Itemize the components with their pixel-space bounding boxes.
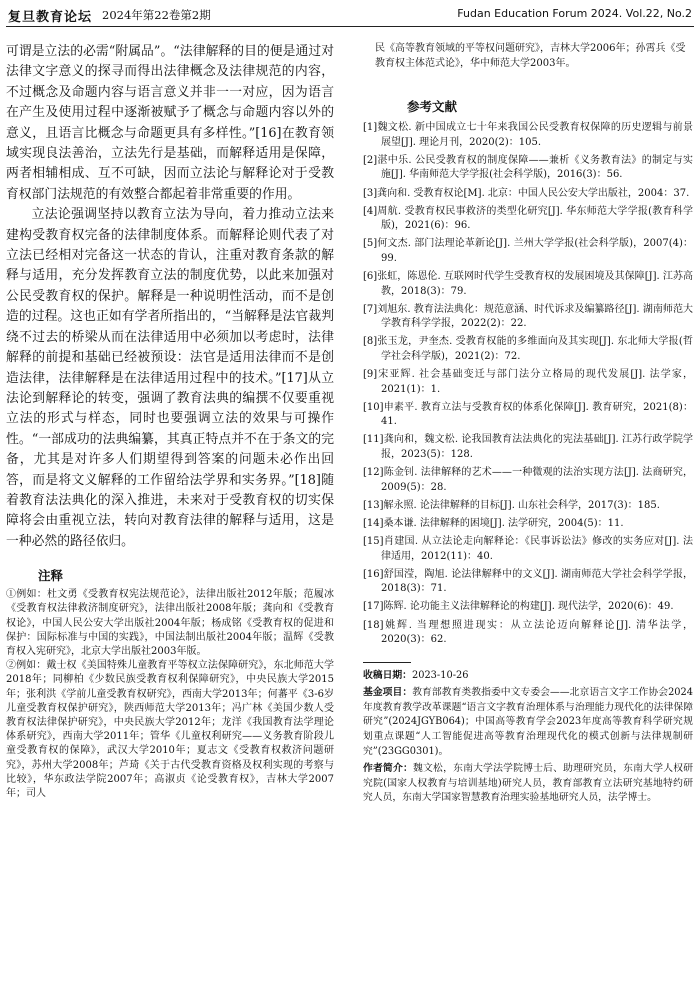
reference-item: [11]龚向和，魏文松. 论我国教育法法典化的宪法基础[J]. 江苏行政学院学报，2023(5)：128. (363, 434, 693, 461)
reference-item: [6]张虹，陈恩伦. 互联网时代学生受教育权的发展困境及其保障[J]. 江苏高教，2018(3)：79. (363, 271, 693, 297)
fund-info (363, 686, 693, 759)
left-column (6, 42, 334, 801)
author-value: 魏文松，东南大学法学院博士后、助理研究员，东南大学人权研究院(国家人权教育与培训基地)研究人员，教育部教育立法研究基地特约研究人员，东南大学国家智慧教育治理实验基地研究人员，法学博士。 (363, 763, 694, 804)
running-header (6, 4, 694, 27)
body-text (6, 42, 334, 552)
reference-item: [2]湛中乐. 公民受教育权的制度保障——兼析《义务教育法》的制定与实施[J]. 华南师范大学学报(社会科学版)，2016(3)：56. (363, 154, 693, 181)
note-continuation: 民《高等教育领域的平等权问题研究》，吉林大学2006年；孙霄兵《受教育权主体范式论》，华中师范大学2003年。 (375, 43, 686, 69)
reference-item: [16]舒国滢，陶旭. 论法律解释中的文义[J]. 湖南师范大学社会科学学报，2018(3)：71. (363, 568, 693, 595)
reference-list (363, 121, 693, 648)
reference-item: [14]桑本谦. 法律解释的困境[J]. 法学研究，2004(5)：11. (363, 517, 624, 529)
reference-item: [7]刘旭东. 教育法法典化：规范意涵、时代诉求及编纂路径[J]. 湖南师范大学教育科学学报，2022(2)：22. (363, 303, 693, 330)
received-date (363, 669, 693, 684)
note-1: ①例如：杜文勇《受教育权宪法规范论》，法律出版社2012年版；范履冰《受教育权法律救济制度研究》，法律出版社2008年版；龚向和《受教育权论》，中国人民公安大学出版社2004年版；杨成铭《受教育权的促进和保护：国际标准与中国的实践》，中国法制出版社2004年版；温辉《受教育权入宪研究》，北京大学出版社2003年版。 (6, 589, 334, 657)
fund-label: 基金项目： (363, 687, 413, 699)
reference-item: [9]宋亚辉. 社会基础变迁与部门法分立格局的现代发展[J]. 法学家，2021(1)：1. (363, 369, 693, 395)
body-paragraph-2: 立法论强调坚持以教育立法为导向，着力推动立法来建构受教育权完备的法律制度体系。而解释论则代表了对立法已经相对完备这一状态的肯认，注重对教育条款的解释与适用，充分发挥教育立法的制度优势，以此来加强对公民受教育权的保护。解释是一种说明性活动，而不是创造的过程。这也正如有学者所指出的，“当解释是法官裁判绕不过去的桥梁从而在法律适用中必须加以考虑时，法律解释的前提和基础已经被预设：法官是适用法律而不是创造法律，法律解释是在法律适用过程中的技术。”[17]从立法论到解释论的转变，强调了教育法典的编撰不仅要重视立法的形式与样态，同时也要强调立法的效果与可操作性。“一部成功的法典编纂，其真正特点并不在于条文的完备，尤其是对许多人们期望得到答案的问题未必作出回答，而是将文义解释的工作留给法学界和实务界。”[18]随着教育法法典化的深入推进，未来对于受教育权的切实保障将会由重视立法，转向对教育法律的解释与适用，这是一种必然的路径依归。 (6, 207, 334, 549)
journal-name: 复旦教育论坛 (8, 10, 93, 25)
reference-item: [12]陈金钊. 法律解释的艺术——一种微观的法治实现方法[J]. 法商研究，2009(5)：28. (363, 467, 693, 493)
note-2: ②例如：戴士权《美国特殊儿童教育平等权立法保障研究》，东北师范大学2018年；同柳柏《少数民族受教育权利保障研究》，中央民族大学2015年；张利洪《学前儿童受教育权研究》，西南大学2013年；何蕃平《3-6岁儿童受教育权保护研究》，陕西师范大学2013年；冯广林《美国少数人受教育权法律保护研究》，中央民族大学2012年；龙洋《我国教育法学理论体系研究》，西南大学2011年；管华《儿童权利研究——义务教育阶段儿童受教育权的保障》，武汉大学2010年；夏志文《受教育权救济问题研究》，苏州大学2008年；芦琦《关于古代受教育资格及权利实现的考察与比较》，华东政法学院2007年；高淑贞《论受教育权》，吉林大学2007年；司人 (6, 660, 334, 799)
reference-item: [18]姚辉. 当理想照进现实：从立法论迈向解释论[J]. 清华法学，2020(3)：62. (363, 619, 693, 646)
author-info (363, 762, 693, 806)
reference-item: [13]解永照. 论法律解释的目标[J]. 山东社会科学，2017(3)：185. (363, 499, 660, 511)
reference-item: [10]申素平. 教育立法与受教育权的体系化保障[J]. 教育研究，2021(8)：41. (363, 401, 693, 428)
received-value: 2023-10-26 (411, 669, 469, 681)
notes-heading: 注释 (38, 568, 64, 584)
references-heading: 参考文献 (407, 99, 458, 115)
english-issue-info: Fudan Education Forum 2024. Vol.22, No.2 (457, 7, 692, 20)
reference-item: [1]魏文松. 新中国成立七十年来我国公民受教育权保障的历史逻辑与前景展望[J]. 理论月刊，2020(2)：105. (363, 122, 693, 148)
fund-value: 教育部教育类教指委中文专委会——北京语言文字工作协会2024年度教育教学改革课题“语言文字教育治理体系与治理能力现代化的法律保障研究”(2024JGYB064)；中国高等教育学会2023年度高等教育科学研究规划重点课题“人工智能促进高等教育治理现代化的模式创新与法律规制研究”(23GG0301)。 (363, 687, 694, 757)
reference-item: [8]张玉龙，尹奎杰. 受教育权能的多维面向及其实现[J]. 东北师大学报(哲学社会科学版)，2021(2)：72. (363, 336, 693, 362)
author-label: 作者简介： (363, 763, 414, 775)
reference-item: [17]陈辉. 论功能主义法律解释论的构建[J]. 现代法学，2020(6)：49. (363, 601, 674, 613)
right-column (363, 42, 693, 809)
reference-item: [15]肖建国. 从立法论走向解释论：《民事诉讼法》修改的实务应对[J]. 法律适用，2012(11)：40. (363, 536, 693, 562)
body-paragraph-1: 可谓是立法的必需“附属品”。“法律解释的目的便是通过对法律文字意义的探寻而得出法律概念及法律规范的内容，不过概念及命题内容与语言意义并非一一对应，因为语言在产生及使用过程中逐渐被赋予了概念与命题内容以外的意义，且语言比概念与命题更具有多样性。”[16]在教育领域实现良法善治，立法先行是基础，而解释适用是保障，两者相辅相成、互不可缺，因而立法论与解释论对于受教育权部门法规范的有效整合都起着非常重要的作用。 (6, 44, 334, 202)
received-label: 收稿日期： (363, 669, 412, 681)
reference-item: [3]龚向和. 受教育权论[M]. 北京：中国人民公安大学出版社，2004：37. (363, 187, 690, 199)
reference-item: [5]何文杰. 部门法理论革新论[J]. 兰州大学学报(社会科学版)，2007(4)：99. (363, 238, 693, 264)
reference-item: [4]周航. 受教育权民事救济的类型化研究[J]. 华东师范大学学报(教育科学版)，2021(6)：96. (363, 205, 693, 232)
issue-info: 2024年第22卷第2期 (102, 8, 211, 22)
divider (363, 662, 411, 663)
